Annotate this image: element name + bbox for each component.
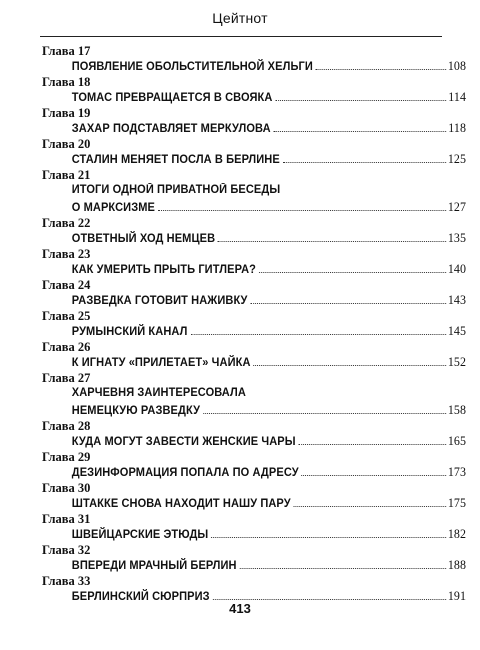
chapter-label: Глава 20 — [42, 137, 91, 151]
chapter-label: Глава 19 — [42, 106, 91, 120]
dot-leader — [253, 365, 445, 366]
chapter-label: Глава 22 — [42, 216, 91, 230]
chapter-title-line — [42, 385, 466, 402]
dot-leader — [203, 413, 446, 414]
dot-leader — [259, 272, 446, 273]
chapter-title-line — [42, 433, 466, 450]
chapter-title: КУДА МОГУТ ЗАВЕСТИ ЖЕНСКИЕ ЧАРЫ — [71, 436, 296, 448]
chapter-title: КАК УМЕРИТЬ ПРЫТЬ ГИТЛЕРА? — [71, 264, 256, 276]
chapter-title-line — [42, 58, 466, 75]
chapter-title-line — [42, 557, 466, 574]
chapter-label: Глава 25 — [42, 309, 91, 323]
toc-entry — [42, 247, 467, 278]
chapter-page-number: 118 — [448, 121, 467, 135]
toc-entry — [42, 44, 467, 75]
chapter-title: ШТАККЕ СНОВА НАХОДИТ НАШУ ПАРУ — [71, 498, 291, 510]
running-title: Цейтнот — [212, 10, 268, 26]
chapter-label: Глава 27 — [42, 371, 91, 385]
chapter-title-line — [42, 261, 466, 278]
dot-leader — [274, 131, 447, 132]
chapter-title-line — [42, 182, 466, 199]
chapter-page-number: 140 — [447, 262, 467, 276]
chapter-title: ПОЯВЛЕНИЕ ОБОЛЬСТИТЕЛЬНОЙ ХЕЛЬГИ — [71, 61, 313, 73]
chapter-title: ШВЕЙЦАРСКИЕ ЭТЮДЫ — [71, 529, 209, 541]
chapter-title: РУМЫНСКИЙ КАНАЛ — [71, 326, 188, 338]
chapter-label: Глава 24 — [42, 278, 91, 292]
chapter-page-number: 165 — [447, 434, 467, 448]
chapter-title: РАЗВЕДКА ГОТОВИТ НАЖИВКУ — [71, 295, 248, 307]
chapter-title: ЗАХАР ПОДСТАВЛЯЕТ МЕРКУЛОВА — [71, 123, 271, 135]
chapter-page-number: 145 — [447, 324, 467, 338]
dot-leader — [240, 568, 446, 569]
chapter-page-number: 108 — [447, 59, 467, 73]
dot-leader — [302, 475, 446, 476]
toc-entry — [42, 168, 467, 216]
dot-leader — [190, 334, 446, 335]
chapter-page-number: 143 — [447, 293, 467, 307]
toc-entry — [42, 216, 467, 247]
chapter-page-number: 152 — [447, 355, 467, 369]
chapter-title-line — [42, 199, 466, 216]
chapter-title-line — [42, 120, 466, 137]
chapter-title: О МАРКСИЗМЕ — [71, 202, 155, 214]
chapter-label: Глава 33 — [42, 574, 91, 588]
dot-leader — [213, 599, 446, 600]
chapter-title-line — [42, 292, 466, 309]
chapter-page-number: 188 — [447, 558, 467, 572]
chapter-page-number: 175 — [447, 496, 467, 510]
toc-entry — [42, 309, 467, 340]
chapter-label: Глава 26 — [42, 340, 91, 354]
chapter-label: Глава 21 — [42, 168, 91, 182]
chapter-title-line — [42, 89, 466, 106]
chapter-label: Глава 23 — [42, 247, 91, 261]
dot-leader — [294, 506, 446, 507]
chapter-title: ВПЕРЕДИ МРАЧНЫЙ БЕРЛИН — [71, 560, 237, 572]
dot-leader — [299, 444, 446, 445]
table-of-contents — [42, 44, 467, 605]
toc-entry — [42, 340, 467, 371]
dot-leader — [158, 210, 446, 211]
chapter-title: БЕРЛИНСКИЙ СЮРПРИЗ — [71, 591, 210, 603]
chapter-title-line — [42, 323, 466, 340]
toc-entry — [42, 75, 467, 106]
chapter-label: Глава 29 — [42, 450, 91, 464]
toc-entry — [42, 371, 467, 419]
chapter-label: Глава 18 — [42, 75, 91, 89]
chapter-title: ОТВЕТНЫЙ ХОД НЕМЦЕВ — [71, 233, 216, 245]
chapter-title: СТАЛИН МЕНЯЕТ ПОСЛА В БЕРЛИНЕ — [71, 154, 280, 166]
chapter-page-number: 127 — [447, 200, 467, 214]
chapter-page-number: 191 — [447, 589, 467, 603]
chapter-title-line — [42, 354, 466, 371]
dot-leader — [283, 162, 446, 163]
chapter-label: Глава 31 — [42, 512, 91, 526]
header-rule — [40, 36, 442, 37]
chapter-title-line — [42, 402, 466, 419]
dot-leader — [275, 100, 446, 101]
toc-entry — [42, 450, 467, 481]
chapter-title-line — [42, 464, 466, 481]
chapter-label: Глава 30 — [42, 481, 91, 495]
dot-leader — [316, 69, 446, 70]
toc-entry — [42, 278, 467, 309]
chapter-page-number: 135 — [447, 231, 467, 245]
chapter-page-number: 173 — [447, 465, 467, 479]
chapter-title-line — [42, 495, 466, 512]
chapter-title-line — [42, 230, 466, 247]
toc-entry — [42, 137, 467, 168]
chapter-title: К ИГНАТУ «ПРИЛЕТАЕТ» ЧАЙКА — [71, 357, 251, 369]
chapter-label: Глава 28 — [42, 419, 91, 433]
chapter-title: ИТОГИ ОДНОЙ ПРИВАТНОЙ БЕСЕДЫ — [71, 184, 281, 196]
chapter-page-number: 158 — [447, 403, 467, 417]
dot-leader — [218, 241, 446, 242]
chapter-label: Глава 17 — [42, 44, 91, 58]
chapter-page-number: 114 — [448, 90, 467, 104]
toc-entry — [42, 481, 467, 512]
chapter-title-line — [42, 526, 466, 543]
chapter-title: ХАРЧЕВНЯ ЗАИНТЕРЕСОВАЛА — [71, 387, 246, 399]
chapter-page-number: 125 — [447, 152, 467, 166]
dot-leader — [250, 303, 446, 304]
chapter-title: ТОМАС ПРЕВРАЩАЕТСЯ В СВОЯКА — [71, 92, 273, 104]
chapter-label: Глава 32 — [42, 543, 91, 557]
toc-entry — [42, 106, 467, 137]
toc-entry — [42, 512, 467, 543]
chapter-title: НЕМЕЦКУЮ РАЗВЕДКУ — [71, 405, 201, 417]
chapter-title: ДЕЗИНФОРМАЦИЯ ПОПАЛА ПО АДРЕСУ — [71, 467, 299, 479]
chapter-title-line — [42, 151, 466, 168]
chapter-page-number: 182 — [447, 527, 467, 541]
page-number: 413 — [229, 601, 251, 616]
dot-leader — [211, 537, 446, 538]
toc-entry — [42, 419, 467, 450]
toc-entry — [42, 543, 467, 574]
